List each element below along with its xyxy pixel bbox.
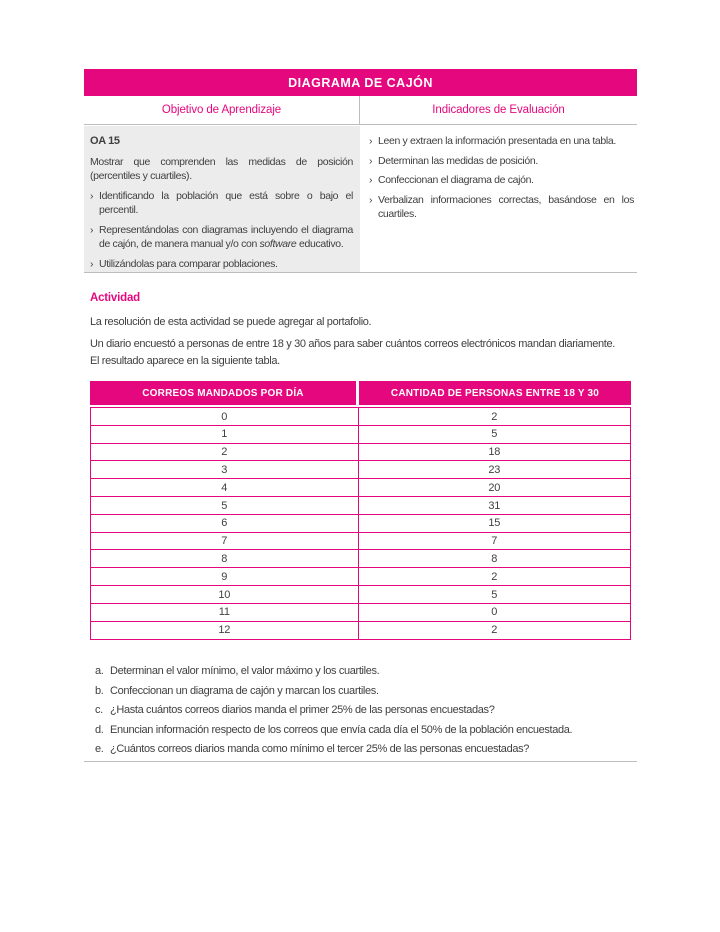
data-table-header-correos: CORREOS MANDADOS POR DÍA [90,381,359,405]
table-row: 9 2 [90,567,631,586]
table-row: 11 0 [90,603,631,622]
table-row: 4 20 [90,478,631,497]
table-row: 1 5 [90,425,631,444]
activity-line-3: El resultado aparece en la siguiente tabla. [90,355,280,367]
indicador-bullet-4: › Verbalizan informaciones correctas, basándose en los cuartiles. [369,193,634,220]
table-row: 2 18 [90,443,631,462]
questions-list [95,662,637,760]
bullet-glyph: › [369,135,373,147]
table-row: 10 5 [90,585,631,604]
oa-code: OA 15 [90,135,120,147]
bullet-glyph: › [369,193,373,206]
table-row: 3 23 [90,460,631,479]
question-d: d. Enuncian información respecto de los correos que envía cada día el 50% de la población encuestada. [95,723,573,736]
activity-line-2: Un diario encuestó a personas de entre 18 y 30 años para saber cuántos correos electrónicos mandan diariamente. [90,337,615,350]
question-c: c. ¿Hasta cuántos correos diarios manda el primer 25% de las personas encuestadas? [95,704,495,717]
objetivo-bullet-3: › Utilizándolas para comparar poblaciones. [90,257,278,270]
oa-table-header-row [84,96,637,125]
objetivo-bullet-1: › Identificando la población que está sobre o bajo el percentil. [90,189,353,216]
question-b: b. Confeccionan un diagrama de cajón y marcan los cuartiles. [95,684,379,697]
column-header-indicadores: Indicadores de Evaluación [432,104,565,116]
activity-line-1: La resolución de esta actividad se puede agregar al portafolio. [90,316,372,328]
objetivo-bullet-2: › Representándolas con diagramas incluyendo el diagrama de cajón, de manera manual y/o con software educativo. [90,223,353,250]
table-row: 12 2 [90,621,631,640]
activity-intro [90,314,643,371]
question-e: e. ¿Cuántos correos diarios manda como mínimo el tercer 25% de las personas encuestadas? [95,743,530,756]
indicadores-cell [360,126,637,272]
table-row: 0 2 [90,407,631,426]
table-row: 7 7 [90,532,631,551]
indicador-bullet-2: › Determinan las medidas de posición. [369,154,538,167]
bullet-glyph: › [90,189,94,202]
bullet-glyph: › [369,154,373,167]
data-table-body [90,407,631,640]
column-header-objetivo: Objetivo de Aprendizaje [84,96,360,124]
indicador-bullet-3: › Confeccionan el diagrama de cajón. [369,174,534,186]
data-table [90,381,631,640]
oa-table-body-row [84,126,637,273]
bullet-glyph: › [90,223,94,236]
indicador-bullet-1: › Leen y extraen la información presentada en una tabla. [369,135,616,147]
bullet-glyph: › [90,257,94,270]
data-table-header [90,381,631,405]
table-row: 6 15 [90,514,631,533]
objetivo-cell [84,126,360,272]
question-a: a. Determinan el valor mínimo, el valor máximo y los cuartiles. [95,665,380,677]
table-row: 5 31 [90,496,631,515]
bottom-divider [84,761,637,762]
oa-intro: Mostrar que comprenden las medidas de posición (percentiles y cuartiles). [90,155,353,182]
bullet-glyph: › [369,174,373,186]
activity-heading: Actividad [90,292,140,304]
data-table-header-personas: CANTIDAD DE PERSONAS ENTRE 18 Y 30 [359,381,631,405]
table-row: 8 8 [90,549,631,568]
page-title: DIAGRAMA DE CAJÓN [84,69,637,96]
